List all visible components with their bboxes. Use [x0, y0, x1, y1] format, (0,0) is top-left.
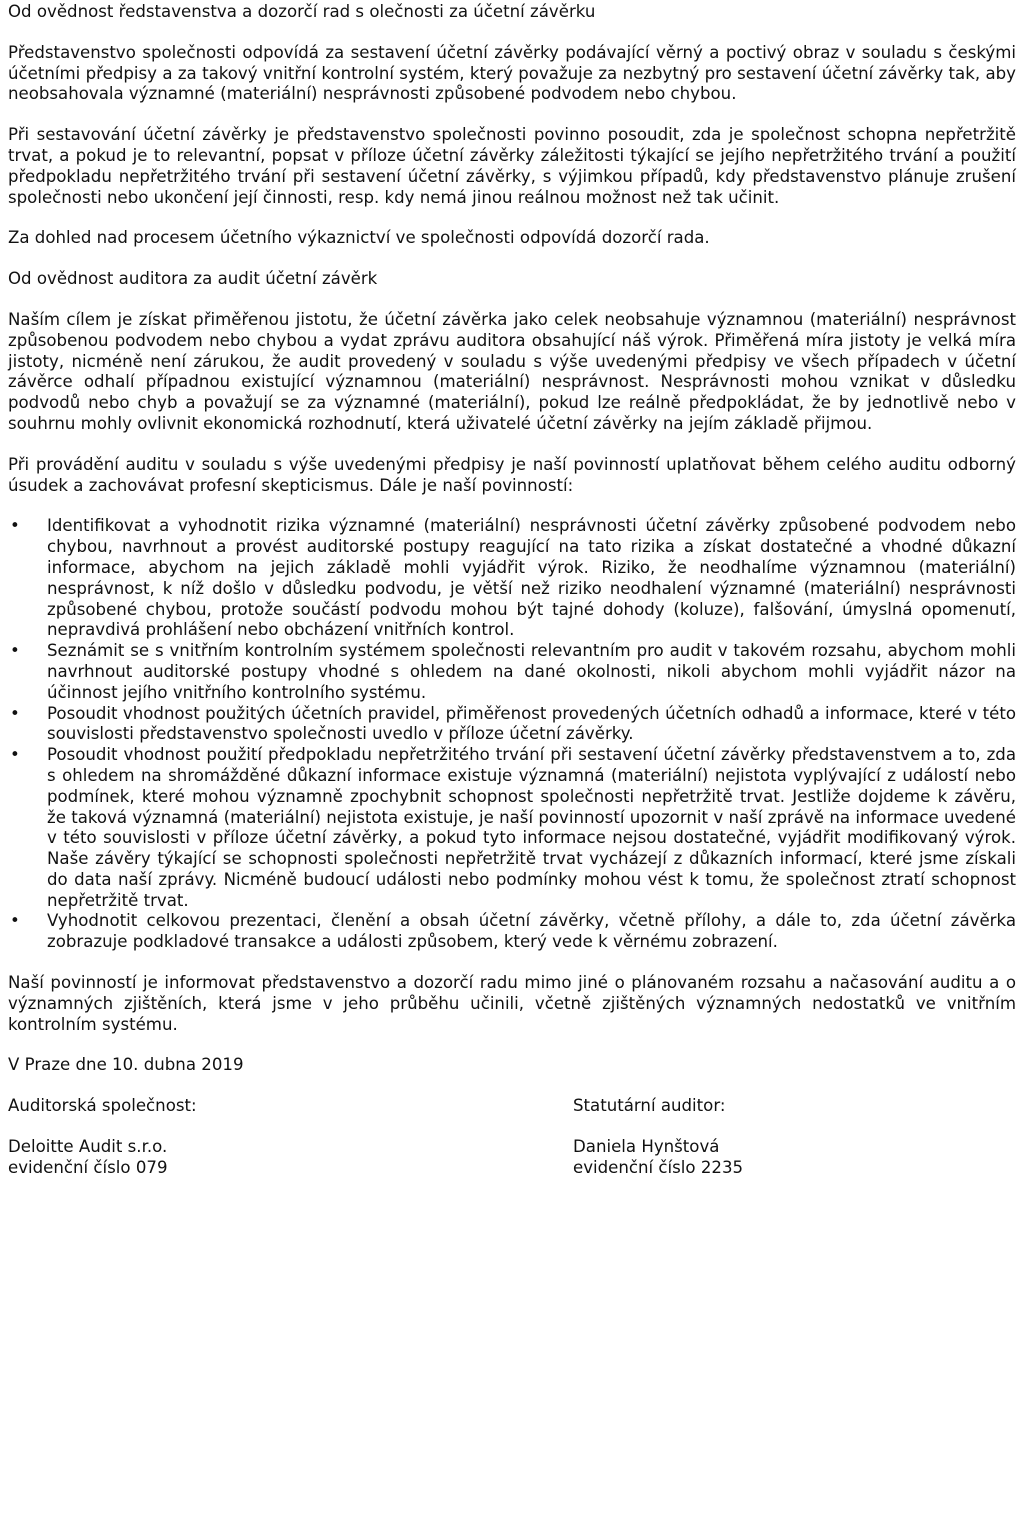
signature-name: Daniela Hynštová	[573, 1137, 720, 1157]
paragraph-audit-objective: Naším cílem je získat přiměřenou jistotu, že účetní závěrka jako celek neobsahuje významnou (materiální) nesprávnost způsobenou podvodem nebo chybou a vydat zprávu auditora obsahující náš výrok. Přiměřená míra jistoty je velká míra jistoty, nicméně není zárukou, že audit provedený v souladu s výše uvedenými předpisy ve všech případech v účetní závěrce odhalí případnou existující významnou (materiální) nesprávnost. Nesprávnosti mohou vznikat v důsledku podvodů nebo chyb a považují se za významné (materiální), pokud lze reálně předpokládat, že by jednotlivě nebo v souhrnu mohly ovlivnit ekonomická rozhodnutí, která uživatelé účetní závěrky na jejím základě přijmou.	[8, 309, 1016, 433]
paragraph-going-concern: Při sestavování účetní závěrky je představenstvo společnosti povinno posoudit, zda je společnost schopna nepřetržitě trvat, a pokud je to relevantní, popsat v příloze účetní závěrky záležitosti týkající se jejího nepřetržitého trvání a použití předpokladu nepřetržitého trvání při sestavení účetní závěrky, s výjimkou případů, kdy představenstvo plánuje zrušení společnosti nebo ukončení její činnosti, resp. kdy nemá jinou reálnou možnost než tak učinit.	[8, 125, 1016, 207]
list-item	[8, 911, 1016, 953]
signature-block	[8, 1096, 1016, 1178]
signature-registration: evidenční číslo 079	[8, 1157, 168, 1177]
list-item-text: Identifikovat a vyhodnotit rizika významné (materiální) nesprávnosti účetní závěrky způsobené podvodem nebo chybou, navrhnout a provést auditorské postupy reagující na tato rizika a získat dostatečné a vhodné důkazní informace, abychom na jejich základě mohli vyjádřit výrok. Riziko, že neodhalíme významnou (materiální) nesprávnost, k níž došlo v důsledku podvodu, je větší než riziko neodhalení významné (materiální) nesprávnosti způsobené chybou, protože součástí podvodu mohou být tajné dohody (koluze), falšování, úmyslná opomenutí, nepravdivá prohlášení nebo obcházení vnitřních kontrol.	[47, 516, 1016, 640]
paragraph-communication: Naší povinností je informovat představenstvo a dozorčí radu mimo jiné o plánovaném rozsahu a načasování auditu a o významných zjištěních, která jsme v jeho průběhu učinili, včetně zjištěných významných nedostatků ve vnitřním kontrolním systému.	[8, 973, 1016, 1034]
list-item	[8, 516, 1016, 641]
bullet-icon: •	[10, 745, 20, 765]
list-item-text: Seznámit se s vnitřním kontrolním systémem společnosti relevantním pro audit v takovém rozsahu, abychom mohli navrhnout auditorské postupy vhodné s ohledem na dané okolnosti, nikoli abychom mohli vyjádřit názor na účinnost jejího vnitřního kontrolního systému.	[47, 641, 1016, 702]
signature-audit-firm	[8, 1096, 573, 1178]
section-heading-auditor-responsibility: Od ovědnost auditora za audit účetní závěrk	[8, 269, 378, 289]
paragraph-supervisory-board: Za dohled nad procesem účetního výkaznictví ve společnosti odpovídá dozorčí rada.	[8, 228, 710, 248]
bullet-icon: •	[10, 703, 20, 723]
list-item	[8, 745, 1016, 911]
list-item	[8, 704, 1016, 746]
bullet-icon: •	[10, 516, 20, 536]
signature-registration: evidenční číslo 2235	[573, 1157, 744, 1177]
bullet-icon: •	[10, 911, 20, 931]
signature-statutory-auditor	[573, 1096, 1013, 1178]
place-date: V Praze dne 10. dubna 2019	[8, 1055, 244, 1075]
auditor-duties-list	[8, 516, 1016, 953]
section-heading-board-responsibility: Od ovědnost ředstavenstva a dozorčí rad s olečnosti za účetní závěrku	[8, 2, 596, 21]
list-item-text: Posoudit vhodnost použitých účetních pravidel, přiměřenost provedených účetních odhadů a informace, které v této souvislosti představenstvo společnosti uvedlo v příloze účetní závěrky.	[47, 703, 1016, 744]
list-item-text: Posoudit vhodnost použití předpokladu nepřetržitého trvání při sestavení účetní závěrky představenstvem a to, zda s ohledem na shromážděné důkazní informace existuje významná (materiální) nejistota vyplývající z událostí nebo podmínek, které mohou významně zpochybnit schopnost společnosti nepřetržitě trvat. Jestliže dojdeme k závěru, že taková významná (materiální) nejistota existuje, je naší povinností upozornit v naší zprávě na informace uvedené v této souvislosti v příloze účetní závěrky, a pokud tyto informace nejsou dostatečné, vyjádřit modifikovaný výrok. Naše závěry týkající se schopnosti společnosti nepřetržitě trvat vycházejí z důkazních informací, které jsme získali do data naší zprávy. Nicméně budoucí události nebo podmínky mohou vést k tomu, že společnost ztratí schopnost nepřetržitě trvat.	[47, 745, 1016, 910]
signature-label: Statutární auditor:	[573, 1096, 726, 1116]
list-item	[8, 641, 1016, 703]
signature-label: Auditorská společnost:	[8, 1096, 197, 1116]
paragraph-professional-judgement: Při provádění auditu v souladu s výše uvedenými předpisy je naší povinností uplatňovat během celého auditu odborný úsudek a zachovávat profesní skepticismus. Dále je naší povinností:	[8, 454, 1016, 495]
list-item-text: Vyhodnotit celkovou prezentaci, členění a obsah účetní závěrky, včetně přílohy, a dále to, zda účetní závěrka zobrazuje podkladové transakce a události způsobem, který vede k věrnému zobrazení.	[47, 911, 1016, 952]
bullet-icon: •	[10, 641, 20, 661]
paragraph-board-duty: Představenstvo společnosti odpovídá za sestavení účetní závěrky podávající věrný a poctivý obraz v souladu s českými účetními předpisy a za takový vnitřní kontrolní systém, který považuje za nezbytný pro sestavení účetní závěrky tak, aby neobsahovala významné (materiální) nesprávnosti způsobené podvodem nebo chybou.	[8, 42, 1016, 104]
signature-name: Deloitte Audit s.r.o.	[8, 1137, 168, 1157]
